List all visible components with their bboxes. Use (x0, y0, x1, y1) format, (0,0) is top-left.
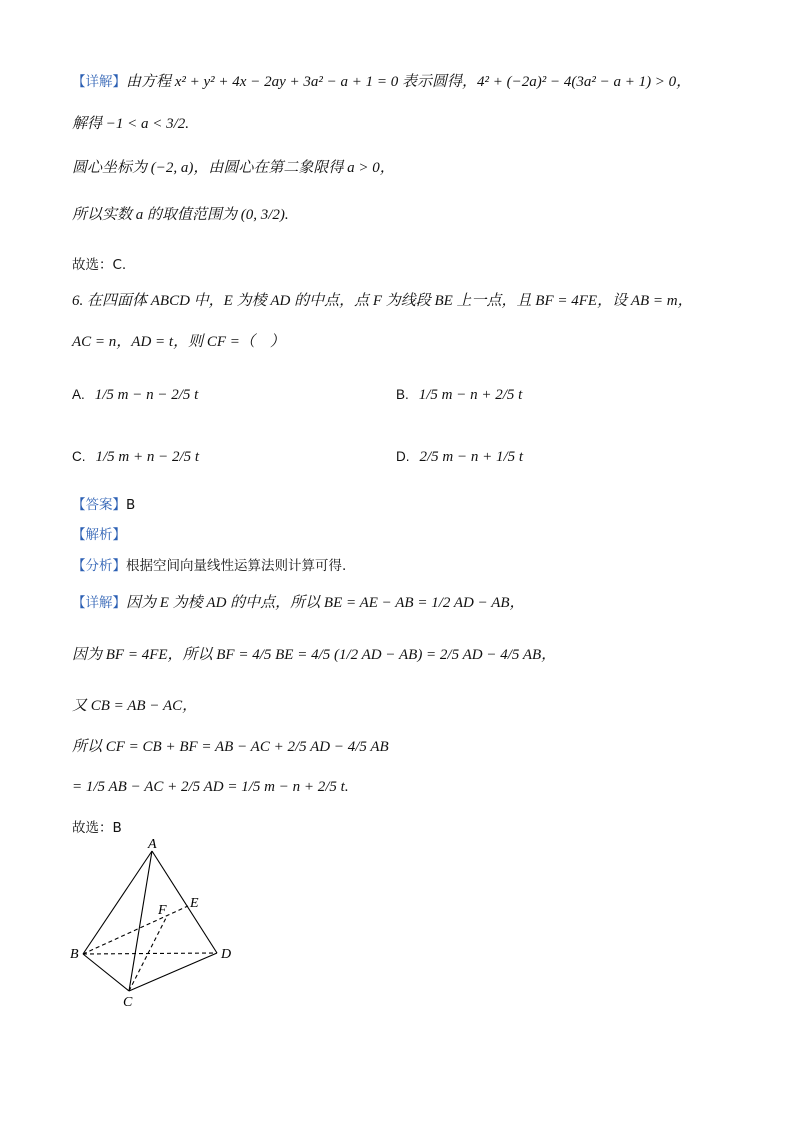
label-b: B (70, 947, 79, 962)
solution5-line4: 所以实数 a 的取值范围为 (0, 3/2). (72, 207, 289, 223)
edge-bd (83, 953, 217, 954)
analysis-line: 【分析】根据空间向量线性运算法则计算可得. (72, 558, 347, 574)
option-a: A. 1/5 m − n − 2/5 t (72, 387, 199, 403)
edge-bc (83, 954, 129, 991)
solution5-line1 (72, 72, 691, 92)
solution5-line3: 圆心坐标为 (−2, a)，由圆心在第二象限得 a > 0， (72, 160, 395, 176)
option-d: D. 2/5 m − n + 1/5 t (396, 449, 524, 465)
edge-cd (129, 953, 217, 991)
label-a: A (148, 837, 157, 852)
option-b: B. 1/5 m − n + 2/5 t (396, 387, 523, 403)
question6-stem-line2: AC = n，AD = t，则 CF =（ ） (72, 334, 285, 350)
question6-stem-line1: 6. 在四面体 ABCD 中，E 为棱 AD 的中点，点 F 为线段 BE 上一点，且 BF = 4FE，设 AB = m， (72, 293, 693, 309)
edge-ac (129, 851, 152, 991)
solution5-choice: 故选：C. (72, 257, 127, 273)
label-c: C (123, 995, 133, 1010)
label-f: F (158, 903, 167, 918)
label-d: D (221, 947, 232, 962)
detail-line1: 【详解】因为 E 为棱 AD 的中点，所以 BE = AE − AB = 1/2 AD − AB， (72, 595, 525, 611)
analysis-heading: 【解析】 (72, 527, 126, 543)
option-c: C. 1/5 m + n − 2/5 t (72, 449, 200, 465)
answer-line: 【答案】B (72, 497, 136, 513)
label-e: E (190, 896, 199, 911)
detail-line5: = 1/5 AB − AC + 2/5 AD = 1/5 m − n + 2/5 t. (72, 779, 349, 795)
detail-line2: 因为 BF = 4FE，所以 BF = 4/5 BE = 4/5 (1/2 AD − AB) = 2/5 AD − 4/5 AB， (72, 647, 557, 663)
detail-tag: 【详解】 (72, 74, 126, 90)
solution5-line2: 解得 −1 < a < 3/2. (72, 116, 190, 132)
edge-ad (152, 851, 217, 953)
equation-text: 由方程 x² + y² + 4x − 2ay + 3a² − a + 1 = 0 表示圆得，4² + (−2a)² − 4(3a² − a + 1) > 0， (126, 74, 692, 90)
tetrahedron-figure (60, 836, 260, 1011)
detail-line4: 所以 CF = CB + BF = AB − AC + 2/5 AD − 4/5 AB (72, 739, 389, 755)
detail-line3: 又 CB = AB − AC， (72, 698, 198, 714)
detail-conclusion: 故选：B (72, 820, 122, 836)
